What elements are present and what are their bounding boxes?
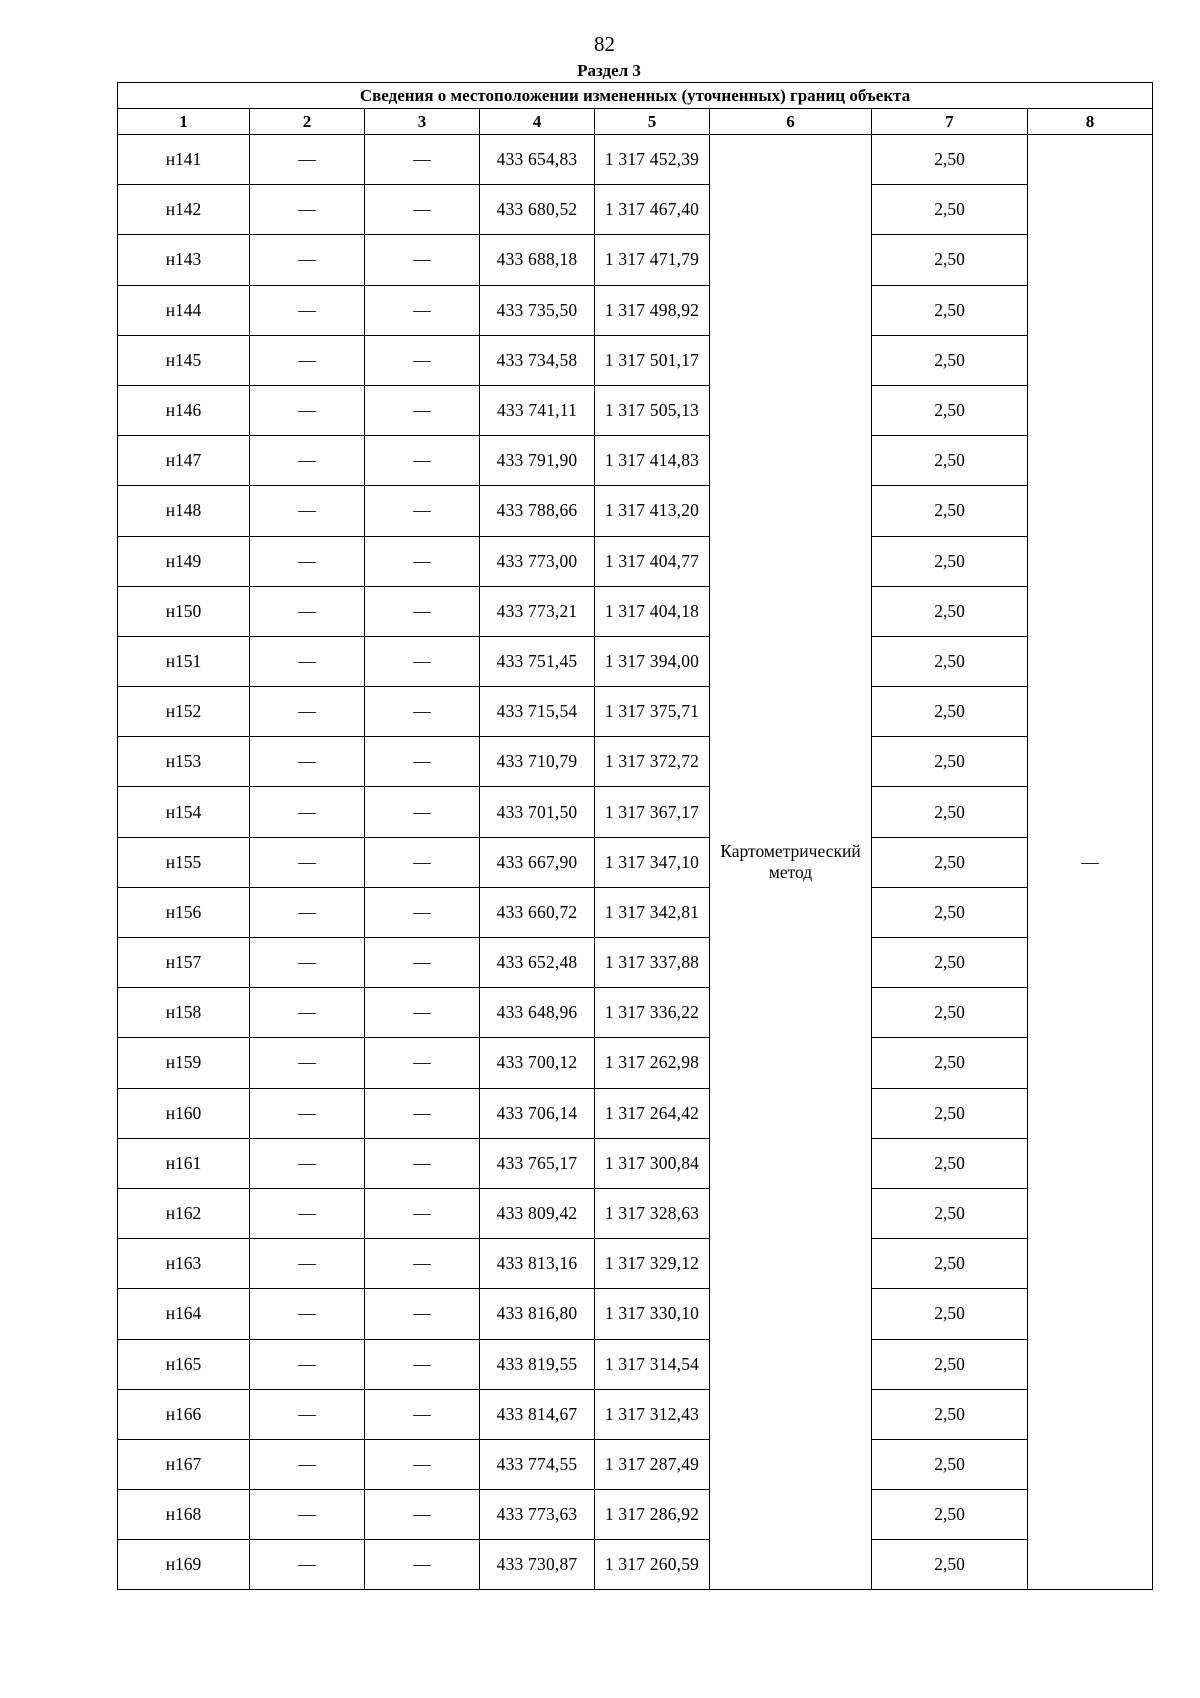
x-coordinate-cell: 433 701,50 <box>480 787 595 837</box>
point-cell: н152 <box>118 687 250 737</box>
accuracy-cell: 2,50 <box>872 1540 1028 1590</box>
column3-cell: — <box>365 285 480 335</box>
column2-cell: — <box>250 687 365 737</box>
column2-cell: — <box>250 1339 365 1389</box>
column2-cell: — <box>250 636 365 686</box>
y-coordinate-cell: 1 317 505,13 <box>595 385 710 435</box>
point-cell: н147 <box>118 436 250 486</box>
point-cell: н151 <box>118 636 250 686</box>
column-number: 5 <box>595 109 710 135</box>
x-coordinate-cell: 433 741,11 <box>480 385 595 435</box>
column2-cell: — <box>250 335 365 385</box>
column-number: 6 <box>710 109 872 135</box>
column2-cell: — <box>250 235 365 285</box>
table-row <box>118 837 1153 887</box>
column2-cell: — <box>250 1439 365 1489</box>
x-coordinate-cell: 433 814,67 <box>480 1389 595 1439</box>
column2-cell: — <box>250 1038 365 1088</box>
point-cell: н159 <box>118 1038 250 1088</box>
table-body <box>118 135 1153 1590</box>
accuracy-cell: 2,50 <box>872 335 1028 385</box>
table-row <box>118 787 1153 837</box>
x-coordinate-cell: 433 660,72 <box>480 887 595 937</box>
column2-cell: — <box>250 586 365 636</box>
accuracy-cell: 2,50 <box>872 1289 1028 1339</box>
accuracy-cell: 2,50 <box>872 235 1028 285</box>
x-coordinate-cell: 433 654,83 <box>480 135 595 185</box>
y-coordinate-cell: 1 317 347,10 <box>595 837 710 887</box>
column2-cell: — <box>250 1540 365 1590</box>
accuracy-cell: 2,50 <box>872 135 1028 185</box>
column-number: 7 <box>872 109 1028 135</box>
table-row <box>118 1038 1153 1088</box>
y-coordinate-cell: 1 317 300,84 <box>595 1138 710 1188</box>
x-coordinate-cell: 433 715,54 <box>480 687 595 737</box>
x-coordinate-cell: 433 809,42 <box>480 1188 595 1238</box>
point-cell: н166 <box>118 1389 250 1439</box>
column2-cell: — <box>250 938 365 988</box>
accuracy-cell: 2,50 <box>872 938 1028 988</box>
boundary-coordinates-table <box>117 82 1153 1590</box>
point-cell: н156 <box>118 887 250 937</box>
table-row <box>118 1289 1153 1339</box>
y-coordinate-cell: 1 317 262,98 <box>595 1038 710 1088</box>
section-title: Раздел 3 <box>577 61 641 80</box>
accuracy-cell: 2,50 <box>872 787 1028 837</box>
column3-cell: — <box>365 235 480 285</box>
column2-cell: — <box>250 1188 365 1238</box>
table-row <box>118 185 1153 235</box>
accuracy-cell: 2,50 <box>872 887 1028 937</box>
column2-cell: — <box>250 787 365 837</box>
column3-cell: — <box>365 737 480 787</box>
accuracy-cell: 2,50 <box>872 1138 1028 1188</box>
point-cell: н161 <box>118 1138 250 1188</box>
column3-cell: — <box>365 436 480 486</box>
column3-cell: — <box>365 1540 480 1590</box>
x-coordinate-cell: 433 791,90 <box>480 436 595 486</box>
y-coordinate-cell: 1 317 414,83 <box>595 436 710 486</box>
accuracy-cell: 2,50 <box>872 687 1028 737</box>
point-cell: н149 <box>118 536 250 586</box>
accuracy-cell: 2,50 <box>872 837 1028 887</box>
x-coordinate-cell: 433 710,79 <box>480 737 595 787</box>
point-cell: н144 <box>118 285 250 335</box>
accuracy-cell: 2,50 <box>872 1239 1028 1289</box>
column3-cell: — <box>365 1289 480 1339</box>
column2-cell: — <box>250 1138 365 1188</box>
y-coordinate-cell: 1 317 336,22 <box>595 988 710 1038</box>
accuracy-cell: 2,50 <box>872 1088 1028 1138</box>
accuracy-cell: 2,50 <box>872 988 1028 1038</box>
accuracy-cell: 2,50 <box>872 285 1028 335</box>
accuracy-cell: 2,50 <box>872 1188 1028 1238</box>
y-coordinate-cell: 1 317 413,20 <box>595 486 710 536</box>
column3-cell: — <box>365 1188 480 1238</box>
point-cell: н162 <box>118 1188 250 1238</box>
table-row <box>118 335 1153 385</box>
table-row <box>118 436 1153 486</box>
point-cell: н142 <box>118 185 250 235</box>
column2-cell: — <box>250 1289 365 1339</box>
table-row <box>118 536 1153 586</box>
y-coordinate-cell: 1 317 471,79 <box>595 235 710 285</box>
accuracy-cell: 2,50 <box>872 536 1028 586</box>
point-cell: н160 <box>118 1088 250 1138</box>
table-row <box>118 235 1153 285</box>
accuracy-cell: 2,50 <box>872 1339 1028 1389</box>
table-row <box>118 385 1153 435</box>
accuracy-cell: 2,50 <box>872 737 1028 787</box>
table-row <box>118 1239 1153 1289</box>
accuracy-cell: 2,50 <box>872 636 1028 686</box>
x-coordinate-cell: 433 773,63 <box>480 1490 595 1540</box>
page-number: 82 <box>594 32 615 56</box>
accuracy-cell: 2,50 <box>872 385 1028 435</box>
table-row <box>118 1389 1153 1439</box>
table-row <box>118 486 1153 536</box>
y-coordinate-cell: 1 317 337,88 <box>595 938 710 988</box>
x-coordinate-cell: 433 819,55 <box>480 1339 595 1389</box>
y-coordinate-cell: 1 317 367,17 <box>595 787 710 837</box>
y-coordinate-cell: 1 317 287,49 <box>595 1439 710 1489</box>
x-coordinate-cell: 433 652,48 <box>480 938 595 988</box>
accuracy-cell: 2,50 <box>872 486 1028 536</box>
x-coordinate-cell: 433 688,18 <box>480 235 595 285</box>
table-row <box>118 938 1153 988</box>
accuracy-cell: 2,50 <box>872 185 1028 235</box>
column-number: 8 <box>1028 109 1153 135</box>
column3-cell: — <box>365 1088 480 1138</box>
column2-cell: — <box>250 1088 365 1138</box>
y-coordinate-cell: 1 317 467,40 <box>595 185 710 235</box>
point-cell: н158 <box>118 988 250 1038</box>
column3-cell: — <box>365 536 480 586</box>
column-number: 4 <box>480 109 595 135</box>
column3-cell: — <box>365 687 480 737</box>
y-coordinate-cell: 1 317 342,81 <box>595 887 710 937</box>
point-cell: н164 <box>118 1289 250 1339</box>
y-coordinate-cell: 1 317 286,92 <box>595 1490 710 1540</box>
x-coordinate-cell: 433 816,80 <box>480 1289 595 1339</box>
column2-cell: — <box>250 486 365 536</box>
point-cell: н145 <box>118 335 250 385</box>
accuracy-cell: 2,50 <box>872 1038 1028 1088</box>
point-cell: н155 <box>118 837 250 887</box>
column3-cell: — <box>365 636 480 686</box>
column2-cell: — <box>250 436 365 486</box>
y-coordinate-cell: 1 317 260,59 <box>595 1540 710 1590</box>
x-coordinate-cell: 433 813,16 <box>480 1239 595 1289</box>
point-cell: н157 <box>118 938 250 988</box>
table-row <box>118 135 1153 185</box>
column3-cell: — <box>365 887 480 937</box>
column3-cell: — <box>365 1439 480 1489</box>
column3-cell: — <box>365 1339 480 1389</box>
table-row <box>118 988 1153 1038</box>
y-coordinate-cell: 1 317 404,18 <box>595 586 710 636</box>
column3-cell: — <box>365 1239 480 1289</box>
column2-cell: — <box>250 536 365 586</box>
table-row <box>118 887 1153 937</box>
table-row <box>118 285 1153 335</box>
column2-cell: — <box>250 737 365 787</box>
x-coordinate-cell: 433 706,14 <box>480 1088 595 1138</box>
column3-cell: — <box>365 185 480 235</box>
point-cell: н169 <box>118 1540 250 1590</box>
column2-cell: — <box>250 285 365 335</box>
column3-cell: — <box>365 787 480 837</box>
x-coordinate-cell: 433 765,17 <box>480 1138 595 1188</box>
x-coordinate-cell: 433 700,12 <box>480 1038 595 1088</box>
column3-cell: — <box>365 1389 480 1439</box>
column-number-row <box>118 109 1153 135</box>
point-cell: н143 <box>118 235 250 285</box>
accuracy-cell: 2,50 <box>872 436 1028 486</box>
accuracy-cell: 2,50 <box>872 1389 1028 1439</box>
point-cell: н153 <box>118 737 250 787</box>
column-number: 3 <box>365 109 480 135</box>
y-coordinate-cell: 1 317 394,00 <box>595 636 710 686</box>
column2-cell: — <box>250 1490 365 1540</box>
column3-cell: — <box>365 1138 480 1188</box>
accuracy-cell: 2,50 <box>872 1490 1028 1540</box>
table-row <box>118 687 1153 737</box>
column8-cell: — <box>1028 135 1153 1590</box>
x-coordinate-cell: 433 773,21 <box>480 586 595 636</box>
table-row <box>118 586 1153 636</box>
column2-cell: — <box>250 837 365 887</box>
point-cell: н167 <box>118 1439 250 1489</box>
column3-cell: — <box>365 335 480 385</box>
column-number: 1 <box>118 109 250 135</box>
point-cell: н163 <box>118 1239 250 1289</box>
x-coordinate-cell: 433 648,96 <box>480 988 595 1038</box>
column3-cell: — <box>365 1490 480 1540</box>
y-coordinate-cell: 1 317 372,72 <box>595 737 710 787</box>
table-row <box>118 737 1153 787</box>
table-row <box>118 636 1153 686</box>
column3-cell: — <box>365 938 480 988</box>
point-cell: н148 <box>118 486 250 536</box>
y-coordinate-cell: 1 317 264,42 <box>595 1088 710 1138</box>
point-cell: н165 <box>118 1339 250 1389</box>
table-row <box>118 1339 1153 1389</box>
x-coordinate-cell: 433 773,00 <box>480 536 595 586</box>
column3-cell: — <box>365 988 480 1038</box>
x-coordinate-cell: 433 734,58 <box>480 335 595 385</box>
table-caption: Сведения о местоположении измененных (уточненных) границ объекта <box>118 83 1153 109</box>
column-number: 2 <box>250 109 365 135</box>
y-coordinate-cell: 1 317 328,63 <box>595 1188 710 1238</box>
column3-cell: — <box>365 837 480 887</box>
column2-cell: — <box>250 135 365 185</box>
column2-cell: — <box>250 988 365 1038</box>
y-coordinate-cell: 1 317 498,92 <box>595 285 710 335</box>
point-cell: н141 <box>118 135 250 185</box>
y-coordinate-cell: 1 317 312,43 <box>595 1389 710 1439</box>
x-coordinate-cell: 433 730,87 <box>480 1540 595 1590</box>
table-row <box>118 1439 1153 1489</box>
y-coordinate-cell: 1 317 329,12 <box>595 1239 710 1289</box>
table-row <box>118 1540 1153 1590</box>
column3-cell: — <box>365 486 480 536</box>
accuracy-cell: 2,50 <box>872 1439 1028 1489</box>
column2-cell: — <box>250 1239 365 1289</box>
table-row <box>118 1088 1153 1138</box>
column3-cell: — <box>365 135 480 185</box>
column3-cell: — <box>365 385 480 435</box>
point-cell: н168 <box>118 1490 250 1540</box>
x-coordinate-cell: 433 735,50 <box>480 285 595 335</box>
column2-cell: — <box>250 185 365 235</box>
y-coordinate-cell: 1 317 404,77 <box>595 536 710 586</box>
column2-cell: — <box>250 887 365 937</box>
table-row <box>118 1490 1153 1540</box>
method-cell: Картометрический метод <box>710 135 872 1590</box>
column3-cell: — <box>365 1038 480 1088</box>
column2-cell: — <box>250 1389 365 1439</box>
y-coordinate-cell: 1 317 314,54 <box>595 1339 710 1389</box>
y-coordinate-cell: 1 317 330,10 <box>595 1289 710 1339</box>
accuracy-cell: 2,50 <box>872 586 1028 636</box>
y-coordinate-cell: 1 317 452,39 <box>595 135 710 185</box>
table-row <box>118 1138 1153 1188</box>
x-coordinate-cell: 433 788,66 <box>480 486 595 536</box>
point-cell: н154 <box>118 787 250 837</box>
x-coordinate-cell: 433 667,90 <box>480 837 595 887</box>
x-coordinate-cell: 433 774,55 <box>480 1439 595 1489</box>
point-cell: н150 <box>118 586 250 636</box>
column2-cell: — <box>250 385 365 435</box>
table-row <box>118 1188 1153 1238</box>
x-coordinate-cell: 433 680,52 <box>480 185 595 235</box>
y-coordinate-cell: 1 317 375,71 <box>595 687 710 737</box>
y-coordinate-cell: 1 317 501,17 <box>595 335 710 385</box>
point-cell: н146 <box>118 385 250 435</box>
column3-cell: — <box>365 586 480 636</box>
x-coordinate-cell: 433 751,45 <box>480 636 595 686</box>
